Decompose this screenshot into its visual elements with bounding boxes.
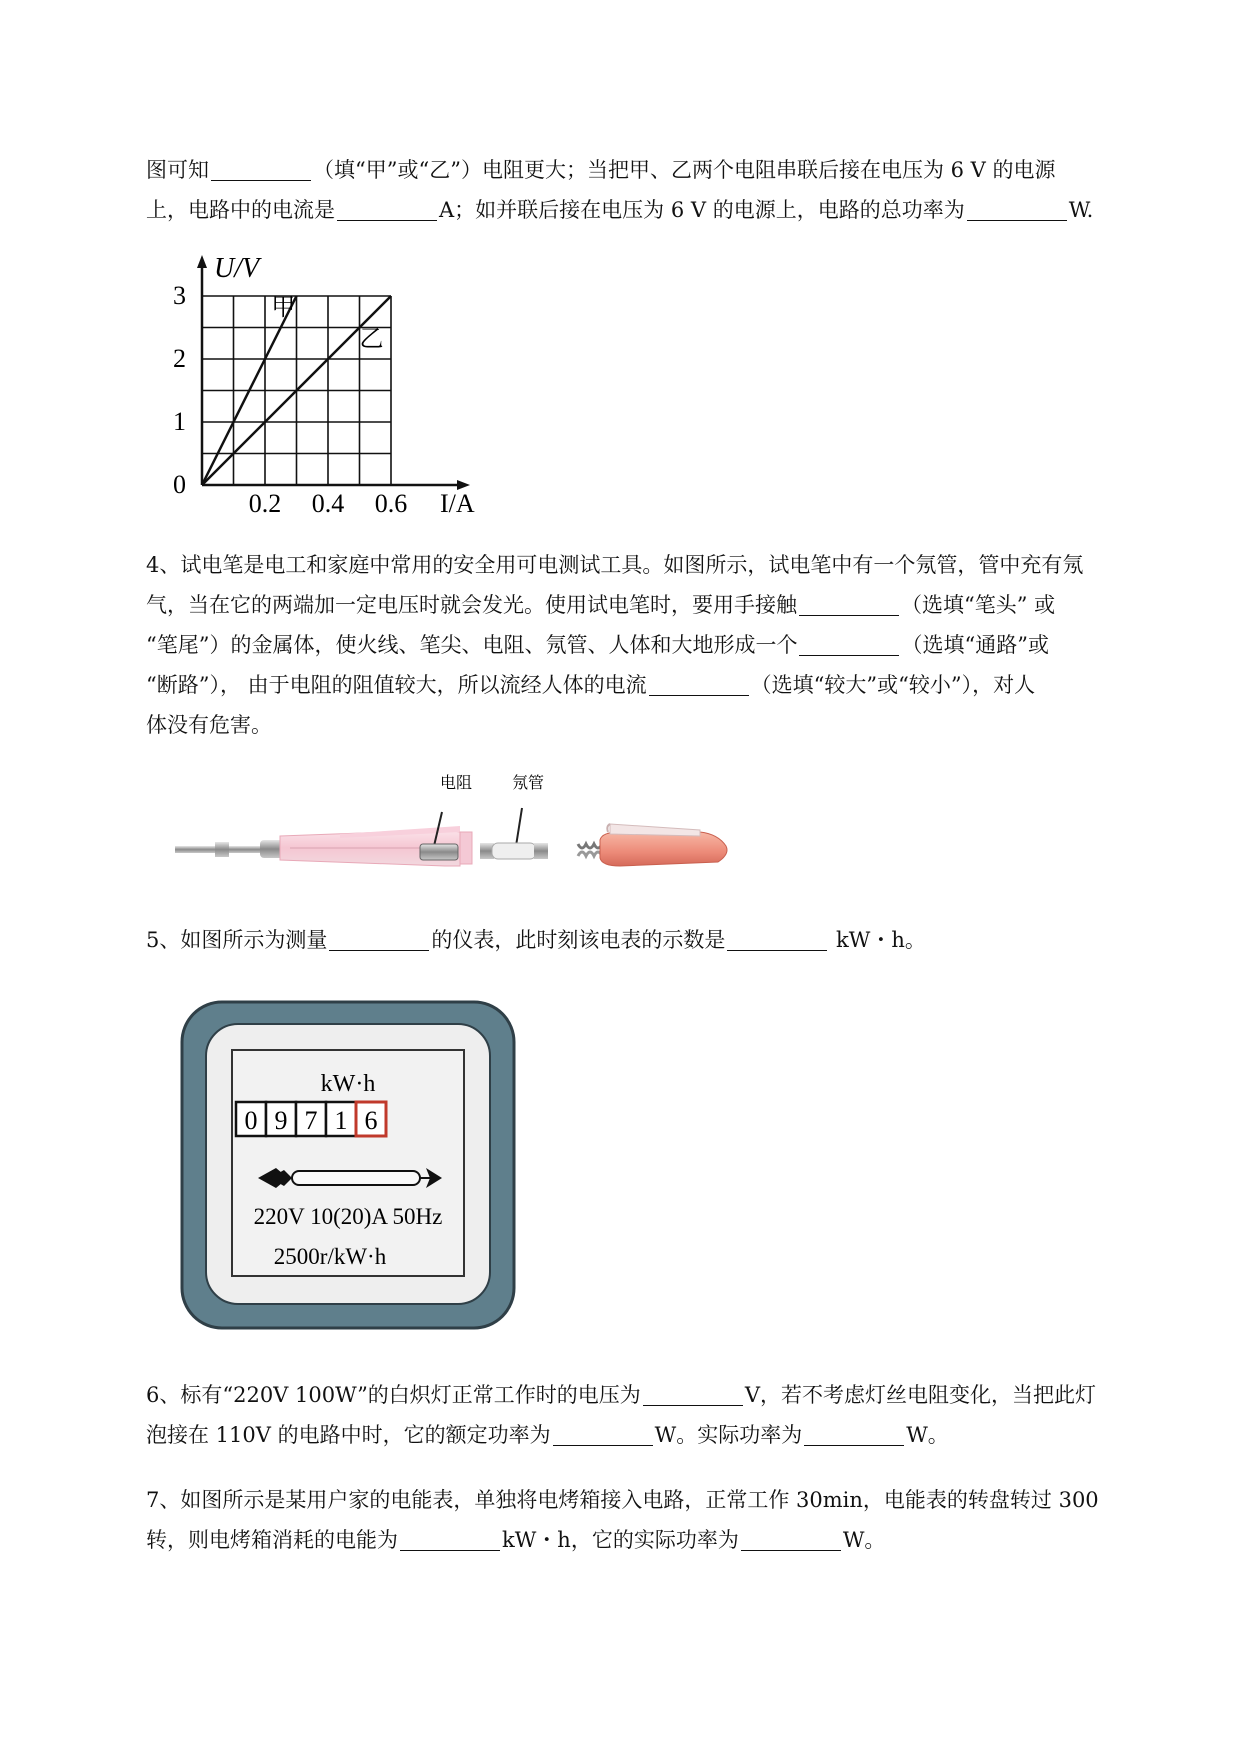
x-tick-label: 0.4	[311, 489, 345, 518]
y-tick-label: 0	[173, 470, 186, 499]
test-pen-figure	[170, 760, 810, 880]
q3-text: 图可知	[146, 158, 209, 182]
meter-digit-window	[236, 1102, 386, 1136]
q5-line1	[146, 920, 1146, 960]
meter-digit: 1	[334, 1106, 348, 1135]
q4-text: （选填“较大”或“较小”），对人	[750, 673, 1036, 697]
q3-text: A；如并联后接在电压为 6 V 的电源上，电路的总功率为	[439, 198, 965, 222]
q3-text: W.	[1068, 198, 1094, 222]
series-label: 甲	[271, 294, 296, 321]
x-axis-label: I/A	[440, 489, 475, 518]
q3-text: 上，电路中的电流是	[146, 198, 335, 222]
answer-blank[interactable]	[649, 673, 749, 696]
q4-line1	[146, 545, 1146, 585]
q4-line3	[146, 625, 1146, 665]
meter-spec-rating: 220V 10(20)A 50Hz	[253, 1204, 443, 1229]
q4-line5	[146, 705, 1146, 745]
resistor-label: 电阻	[440, 775, 473, 792]
q7-line1	[146, 1480, 1146, 1520]
q7-text: kW・h，它的实际功率为	[502, 1528, 739, 1552]
meter-unit: kW·h	[320, 1071, 376, 1097]
q6-text: V，若不考虑灯丝电阻变化，当把此灯	[744, 1383, 1096, 1407]
q6-line1	[146, 1375, 1146, 1415]
meter-digit: 7	[304, 1106, 318, 1135]
q4-text: 4、试电笔是电工和家庭中常用的安全用可电测试工具。如图所示，试电笔中有一个氖管，管中充有氖	[146, 553, 1084, 577]
answer-blank[interactable]	[337, 198, 437, 221]
y-axis-label: U/V	[214, 253, 260, 284]
answer-blank[interactable]	[553, 1423, 653, 1446]
meter-digit: 6	[364, 1106, 378, 1135]
q7-text: 转，则电烤箱消耗的电能为	[146, 1528, 398, 1552]
q4-line2	[146, 585, 1146, 625]
answer-blank[interactable]	[799, 633, 899, 656]
answer-blank[interactable]	[967, 198, 1067, 221]
neon-tube-icon	[480, 808, 548, 859]
q6-line2	[146, 1415, 1146, 1455]
q6-text: W。实际功率为	[654, 1423, 803, 1447]
q3-line1	[146, 150, 1146, 190]
q5-text: 的仪表，此时刻该电表的示数是	[431, 928, 726, 952]
ui-chart	[150, 250, 490, 520]
q6-text: 泡接在 110V 的电路中时，它的额定功率为	[146, 1423, 551, 1447]
answer-blank[interactable]	[741, 1528, 841, 1551]
energy-meter-figure	[180, 1000, 516, 1330]
series-label: 乙	[359, 326, 384, 353]
answer-blank[interactable]	[804, 1423, 904, 1446]
answer-blank[interactable]	[643, 1383, 743, 1406]
pen-tip-icon	[175, 840, 290, 858]
q4-line4	[146, 665, 1146, 705]
x-tick-label: 0.2	[248, 489, 282, 518]
q4-text: （选填“笔头” 或	[901, 593, 1056, 617]
q7-line2	[146, 1520, 1146, 1560]
neon-tube-label: 氖管	[512, 775, 545, 792]
answer-blank[interactable]	[211, 158, 311, 181]
q3-text: （填“甲”或“乙”）电阻更大；当把甲、乙两个电阻串联后接在电压为 6 V 的电源	[313, 158, 1056, 182]
meter-digit: 0	[244, 1106, 258, 1135]
x-tick-label: 0.6	[374, 489, 408, 518]
y-tick-label: 1	[173, 407, 186, 436]
q6-text: 6、标有“220V 100W”的白炽灯正常工作时的电压为	[146, 1383, 641, 1407]
meter-spec-constant: 2500r/kW·h	[273, 1244, 387, 1269]
meter-digit: 9	[274, 1106, 288, 1135]
q4-text: 体没有危害。	[146, 713, 272, 737]
q3-line2	[146, 190, 1146, 230]
pen-cap-icon	[600, 824, 727, 866]
chart-axes	[197, 255, 470, 490]
y-tick-label: 3	[173, 281, 186, 310]
q7-text: W。	[842, 1528, 886, 1552]
q4-text: 气，当在它的两端加一定电压时就会发光。使用试电笔时，要用手接触	[146, 593, 797, 617]
q7-text: 7、如图所示是某用户家的电能表，单独将电烤箱接入电路，正常工作 30min，电能表的转盘转过 300	[146, 1488, 1099, 1512]
q4-text: （选填“通路”或	[901, 633, 1049, 657]
q5-text: kW・h。	[829, 928, 926, 952]
q6-text: W。	[906, 1423, 949, 1447]
spring-icon	[578, 844, 602, 856]
answer-blank[interactable]	[727, 928, 827, 951]
q4-text: “笔尾”）的金属体，使火线、笔尖、电阻、氖管、人体和大地形成一个	[146, 633, 798, 657]
answer-blank[interactable]	[400, 1528, 500, 1551]
q4-text: “断路”）， 由于电阻的阻值较大，所以流经人体的电流	[146, 673, 647, 697]
q5-text: 5、如图所示为测量	[146, 928, 328, 952]
answer-blank[interactable]	[329, 928, 429, 951]
y-tick-label: 2	[173, 344, 186, 373]
answer-blank[interactable]	[799, 593, 899, 616]
